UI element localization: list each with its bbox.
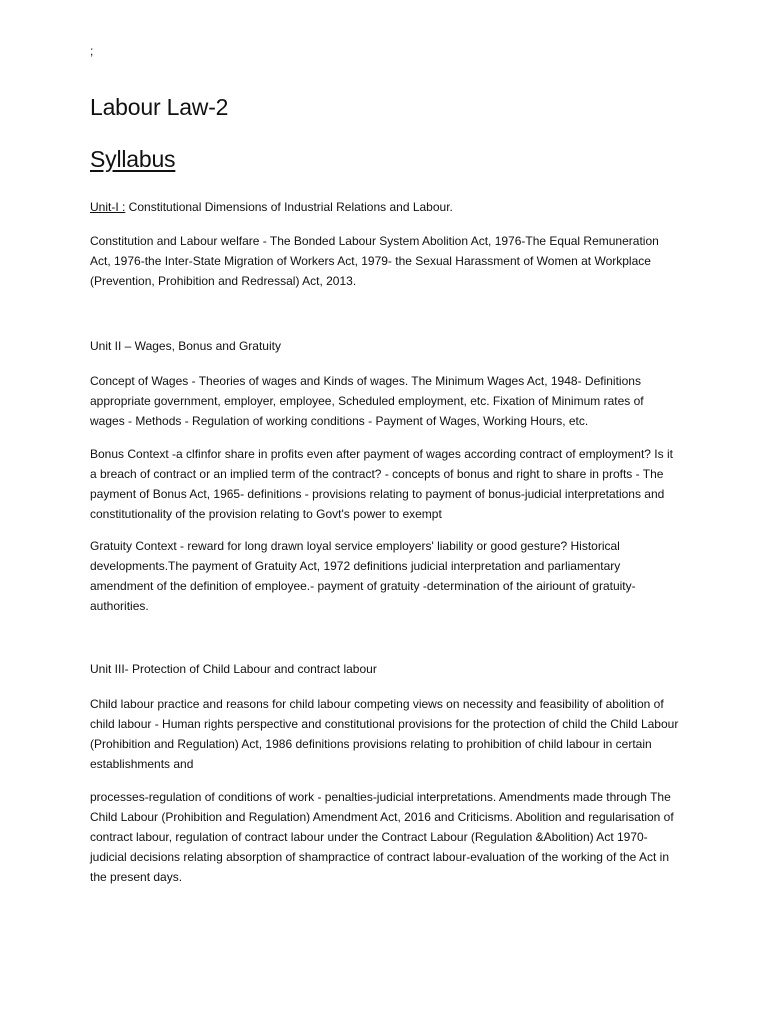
unit2-paragraph-wages: Concept of Wages - Theories of wages and Kinds of wages. The Minimum Wages Act, 1948- Definitions appropriate government, employer, employee, Scheduled employment, etc. Fixation of Minimum rates of wages - Methods - Regulation of working conditions - Payment of Wages, Working Hours, etc. [90, 374, 644, 428]
unit3-heading: Unit III- Protection of Child Labour and contract labour [90, 662, 377, 676]
unit1-label: Unit-I : [90, 200, 126, 214]
unit3-paragraph-contract-labour: processes-regulation of conditions of work - penalties-judicial interpretations. Amendments made through The Child Labour (Prohibition and Regulation) Amendment Act, 2016 and Criticisms. Abolition and regularisation of contract labour, regulation of contract labour under the Contract Labour (Regulation &Abolition) Act 1970-judicial decisions relating absorption of shampractice of contract labour-evaluation of the working of the Act in the present days. [90, 790, 674, 884]
page-mark: ; [90, 44, 94, 58]
unit1-paragraph: Constitution and Labour welfare - The Bonded Labour System Abolition Act, 1976-The Equal Remuneration Act, 1976-the Inter-State Migration of Workers Act, 1979- the Sexual Harassment of Women at Workplace (Prevention, Prohibition and Redressal) Act, 2013. [90, 234, 659, 288]
document-title: Labour Law-2 [90, 94, 229, 120]
document-subtitle: Syllabus [90, 146, 176, 172]
unit1-heading-text: Constitutional Dimensions of Industrial Relations and Labour. [125, 200, 453, 214]
unit2-paragraph-bonus: Bonus Context -a clfinfor share in profits even after payment of wages according contract of employment? Is it a breach of contract or an implied term of the contract? - concepts of bonus and right to share in profts - The payment of Bonus Act, 1965- definitions - provisions relating to payment of bonus-judicial interpretations and constitutionality of the provision relating to Govt's power to exempt [90, 447, 673, 521]
unit2-paragraph-gratuity: Gratuity Context - reward for long drawn loyal service employers' liability or good gesture? Historical developments.The payment of Gratuity Act, 1972 definitions judicial interpretation and parliamentary amendment of the definition of employee.- payment of gratuity -determination of the airiount of gratuity-authorities. [90, 539, 636, 613]
unit3-paragraph-child-labour: Child labour practice and reasons for child labour competing views on necessity and feasibility of abolition of child labour - Human rights perspective and constitutional provisions for the protection of child the Child Labour (Prohibition and Regulation) Act, 1986 definitions provisions relating to prohibition of child labour in certain establishments and [90, 697, 679, 771]
unit1-heading [90, 200, 453, 214]
unit2-heading: Unit II – Wages, Bonus and Gratuity [90, 339, 281, 353]
